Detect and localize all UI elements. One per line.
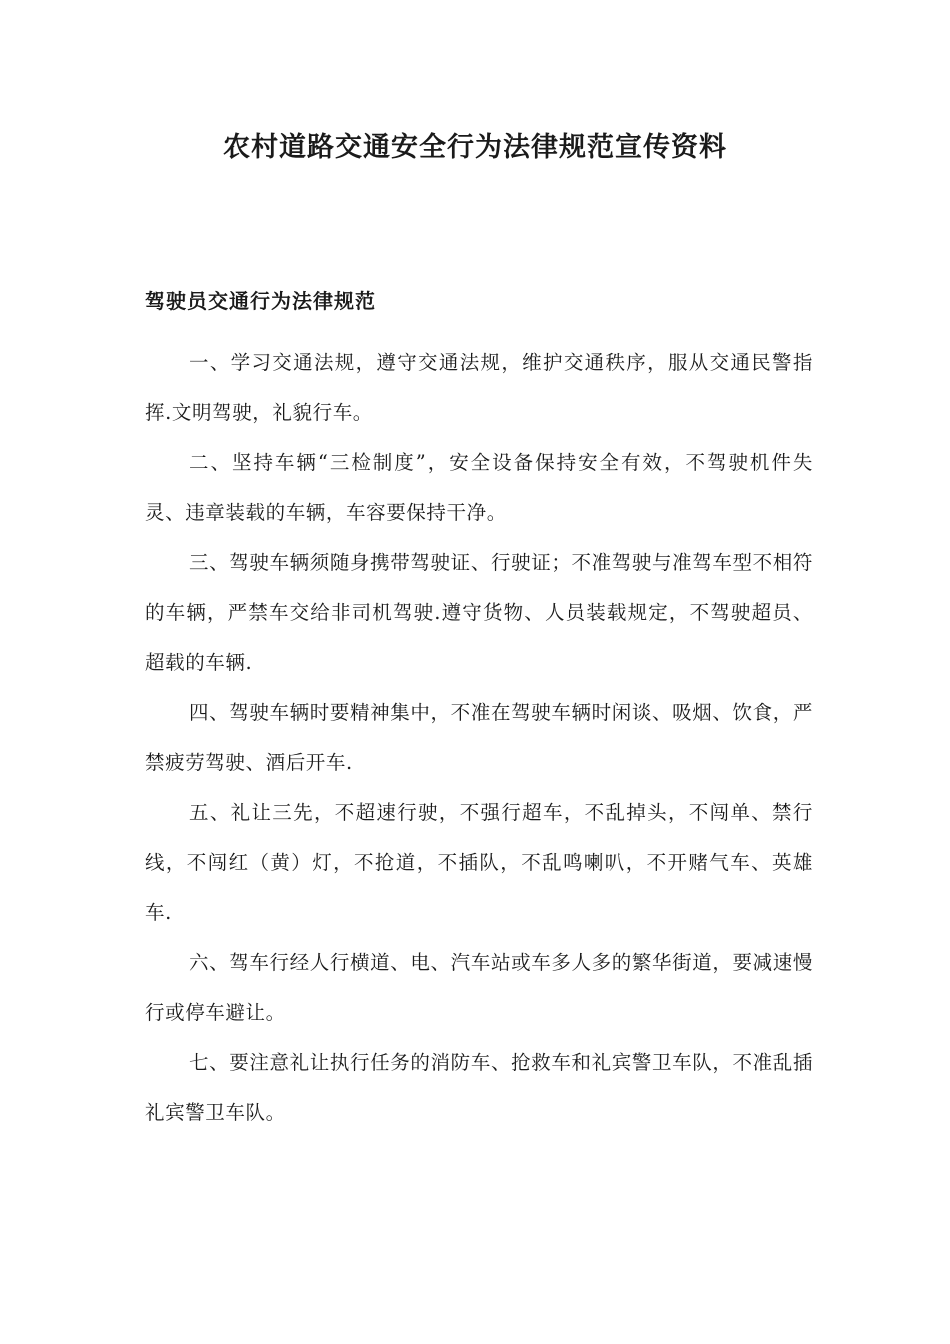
paragraph-1: 一、学习交通法规，遵守交通法规，维护交通秩序，服从交通民警指挥.文明驾驶，礼貌行车。: [145, 351, 813, 424]
page-title: 农村道路交通安全行为法律规范宣传资料: [223, 132, 727, 163]
paragraph-3: 三、驾驶车辆须随身携带驾驶证、行驶证；不准驾驶与准驾车型不相符的车辆，严禁车交给非司机驾驶.遵守货物、人员装载规定，不驾驶超员、超载的车辆.: [145, 551, 813, 674]
paragraph-4: 四、驾驶车辆时要精神集中，不准在驾驶车辆时闲谈、吸烟、饮食，严禁疲劳驾驶、酒后开车.: [145, 701, 813, 774]
paragraph-7: 七、要注意礼让执行任务的消防车、抢救车和礼宾警卫车队，不准乱插礼宾警卫车队。: [145, 1051, 813, 1124]
paragraph-6: 六、驾车行经人行横道、电、汽车站或车多人多的繁华街道，要减速慢行或停车避让。: [145, 951, 813, 1024]
paragraph-5: 五、礼让三先，不超速行驶，不强行超车，不乱掉头，不闯单、禁行线，不闯红（黄）灯，不抢道，不插队，不乱鸣喇叭，不开赌气车、英雄车.: [145, 801, 813, 924]
paragraph-2: 二、坚持车辆“三检制度”，安全设备保持安全有效，不驾驶机件失灵、违章装载的车辆，车容要保持干净。: [145, 451, 813, 524]
body-text: [145, 338, 813, 1138]
section-heading: 驾驶员交通行为法律规范: [145, 289, 376, 313]
